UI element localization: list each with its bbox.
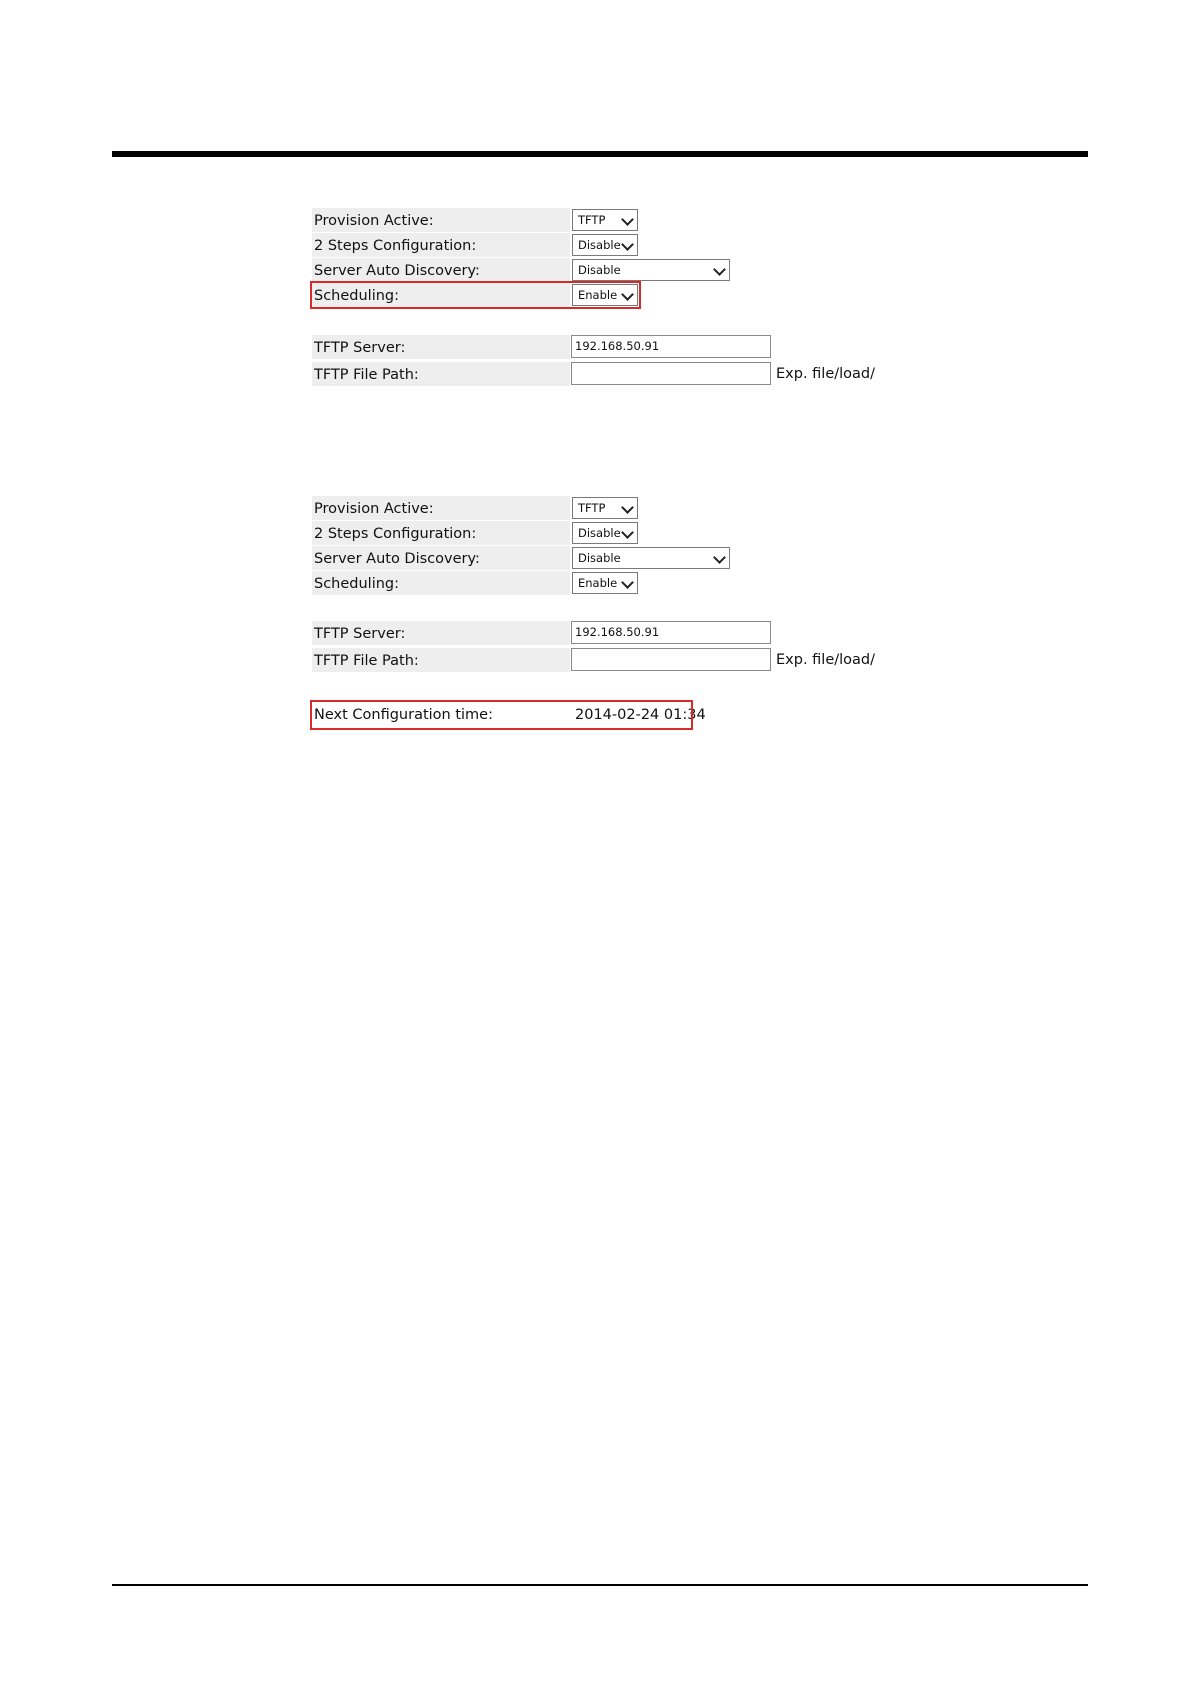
provision-active-select[interactable] [572,497,638,519]
provision-active-value: TFTP [578,213,606,227]
scheduling-select[interactable] [572,572,638,594]
scheduling-label: Scheduling: [312,571,570,595]
tftp-path-label: TFTP File Path: [312,362,570,386]
tftp-server-row [312,621,912,646]
header-rule [112,151,1088,157]
chevron-down-icon [621,526,634,539]
chevron-down-icon [713,263,726,276]
tftp-path-label: TFTP File Path: [312,648,570,672]
next-config-highlight-box [310,700,693,730]
chevron-down-icon [713,551,726,564]
footer-rule [112,1584,1088,1586]
two-steps-row [312,521,912,546]
provision-active-value: TFTP [578,501,606,515]
tftp-path-input[interactable] [571,362,771,385]
two-steps-label: 2 Steps Configuration: [312,233,570,257]
provision-active-label: Provision Active: [312,496,570,520]
two-steps-select[interactable] [572,522,638,544]
chevron-down-icon [621,576,634,589]
tftp-path-row [312,648,912,673]
next-config-value: 2014-02-24 01:34 [575,707,706,723]
tftp-path-input[interactable] [571,648,771,671]
tftp-path-hint: Exp. file/load/ [776,652,876,668]
scheduling-value: Enable [578,288,618,302]
auto-discovery-select[interactable] [572,259,730,281]
auto-discovery-select[interactable] [572,547,730,569]
two-steps-value: Disable [578,526,621,540]
scheduling-value: Enable [578,576,618,590]
auto-discovery-row [312,258,912,283]
auto-discovery-row [312,546,912,571]
chevron-down-icon [621,238,634,251]
chevron-down-icon [621,213,634,226]
provision-active-label: Provision Active: [312,208,570,232]
tftp-path-row [312,362,912,387]
next-config-label: Next Configuration time: [314,707,493,723]
auto-discovery-label: Server Auto Discovery: [312,546,570,570]
two-steps-select[interactable] [572,234,638,256]
auto-discovery-label: Server Auto Discovery: [312,258,570,282]
two-steps-row [312,233,912,258]
tftp-server-label: TFTP Server: [312,621,570,645]
tftp-server-input[interactable]: 192.168.50.91 [571,335,771,358]
provision-active-row [312,208,912,233]
tftp-server-input[interactable]: 192.168.50.91 [571,621,771,644]
auto-discovery-value: Disable [578,263,621,277]
provision-active-row [312,496,912,521]
tftp-server-row [312,335,912,360]
tftp-server-label: TFTP Server: [312,335,570,359]
auto-discovery-value: Disable [578,551,621,565]
two-steps-label: 2 Steps Configuration: [312,521,570,545]
tftp-path-hint: Exp. file/load/ [776,366,876,382]
scheduling-row [312,571,912,596]
chevron-down-icon [621,501,634,514]
two-steps-value: Disable [578,238,621,252]
scheduling-highlight-box [310,281,641,309]
provision-active-select[interactable] [572,209,638,231]
scheduling-label: Scheduling: [312,283,570,307]
